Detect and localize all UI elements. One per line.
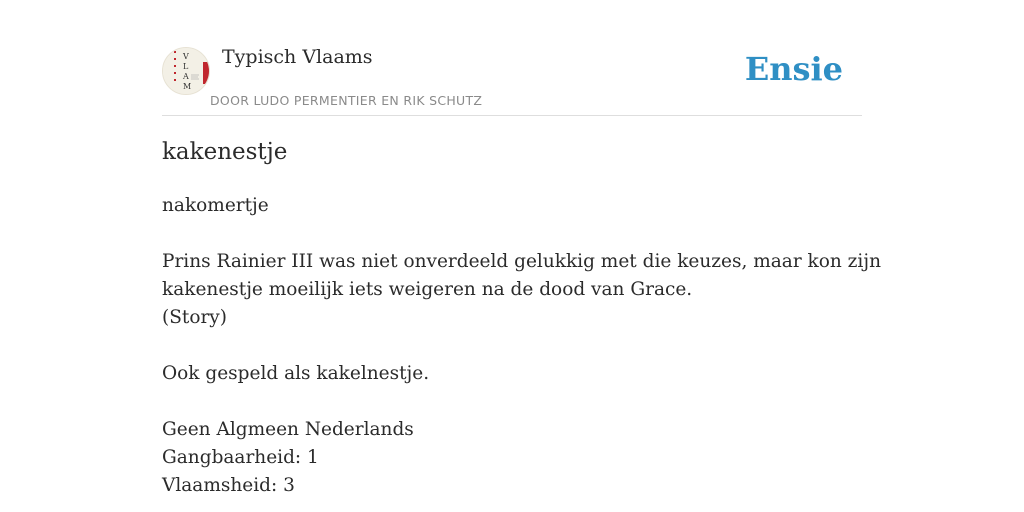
source-header (162, 40, 862, 116)
svg-text:M: M (183, 82, 192, 91)
standard-language-note: Geen Algmeen Nederlands (162, 419, 414, 440)
entry-term: kakenestje (162, 139, 288, 165)
example-source: (Story) (162, 307, 227, 328)
svg-text:L: L (183, 62, 189, 71)
source-title[interactable]: Typisch Vlaams (222, 46, 373, 68)
gangbaarheid-rating: Gangbaarheid: 1 (162, 447, 319, 468)
example-text-line: kakenestje moeilijk iets weigeren na de dood van Grace. (162, 279, 693, 300)
svg-text:V: V (183, 52, 189, 61)
svg-text:A: A (183, 72, 189, 81)
definition-text: nakomertje (162, 195, 269, 216)
blank-line (162, 388, 881, 416)
book-cover-logo-icon[interactable] (162, 47, 210, 95)
vlaamsheid-rating: Vlaamsheid: 3 (162, 475, 295, 496)
spelling-note: Ook gespeld als kakelnestje. (162, 363, 430, 384)
example-text-line: Prins Rainier III was niet onverdeeld gelukkig met die keuzes, maar kon zijn (162, 251, 881, 272)
blank-line (162, 332, 881, 360)
entry-body (162, 192, 881, 500)
brand-logo[interactable]: Ensie (744, 50, 843, 88)
blank-line (162, 220, 881, 248)
source-authors: DOOR LUDO PERMENTIER EN RIK SCHUTZ (210, 93, 483, 108)
